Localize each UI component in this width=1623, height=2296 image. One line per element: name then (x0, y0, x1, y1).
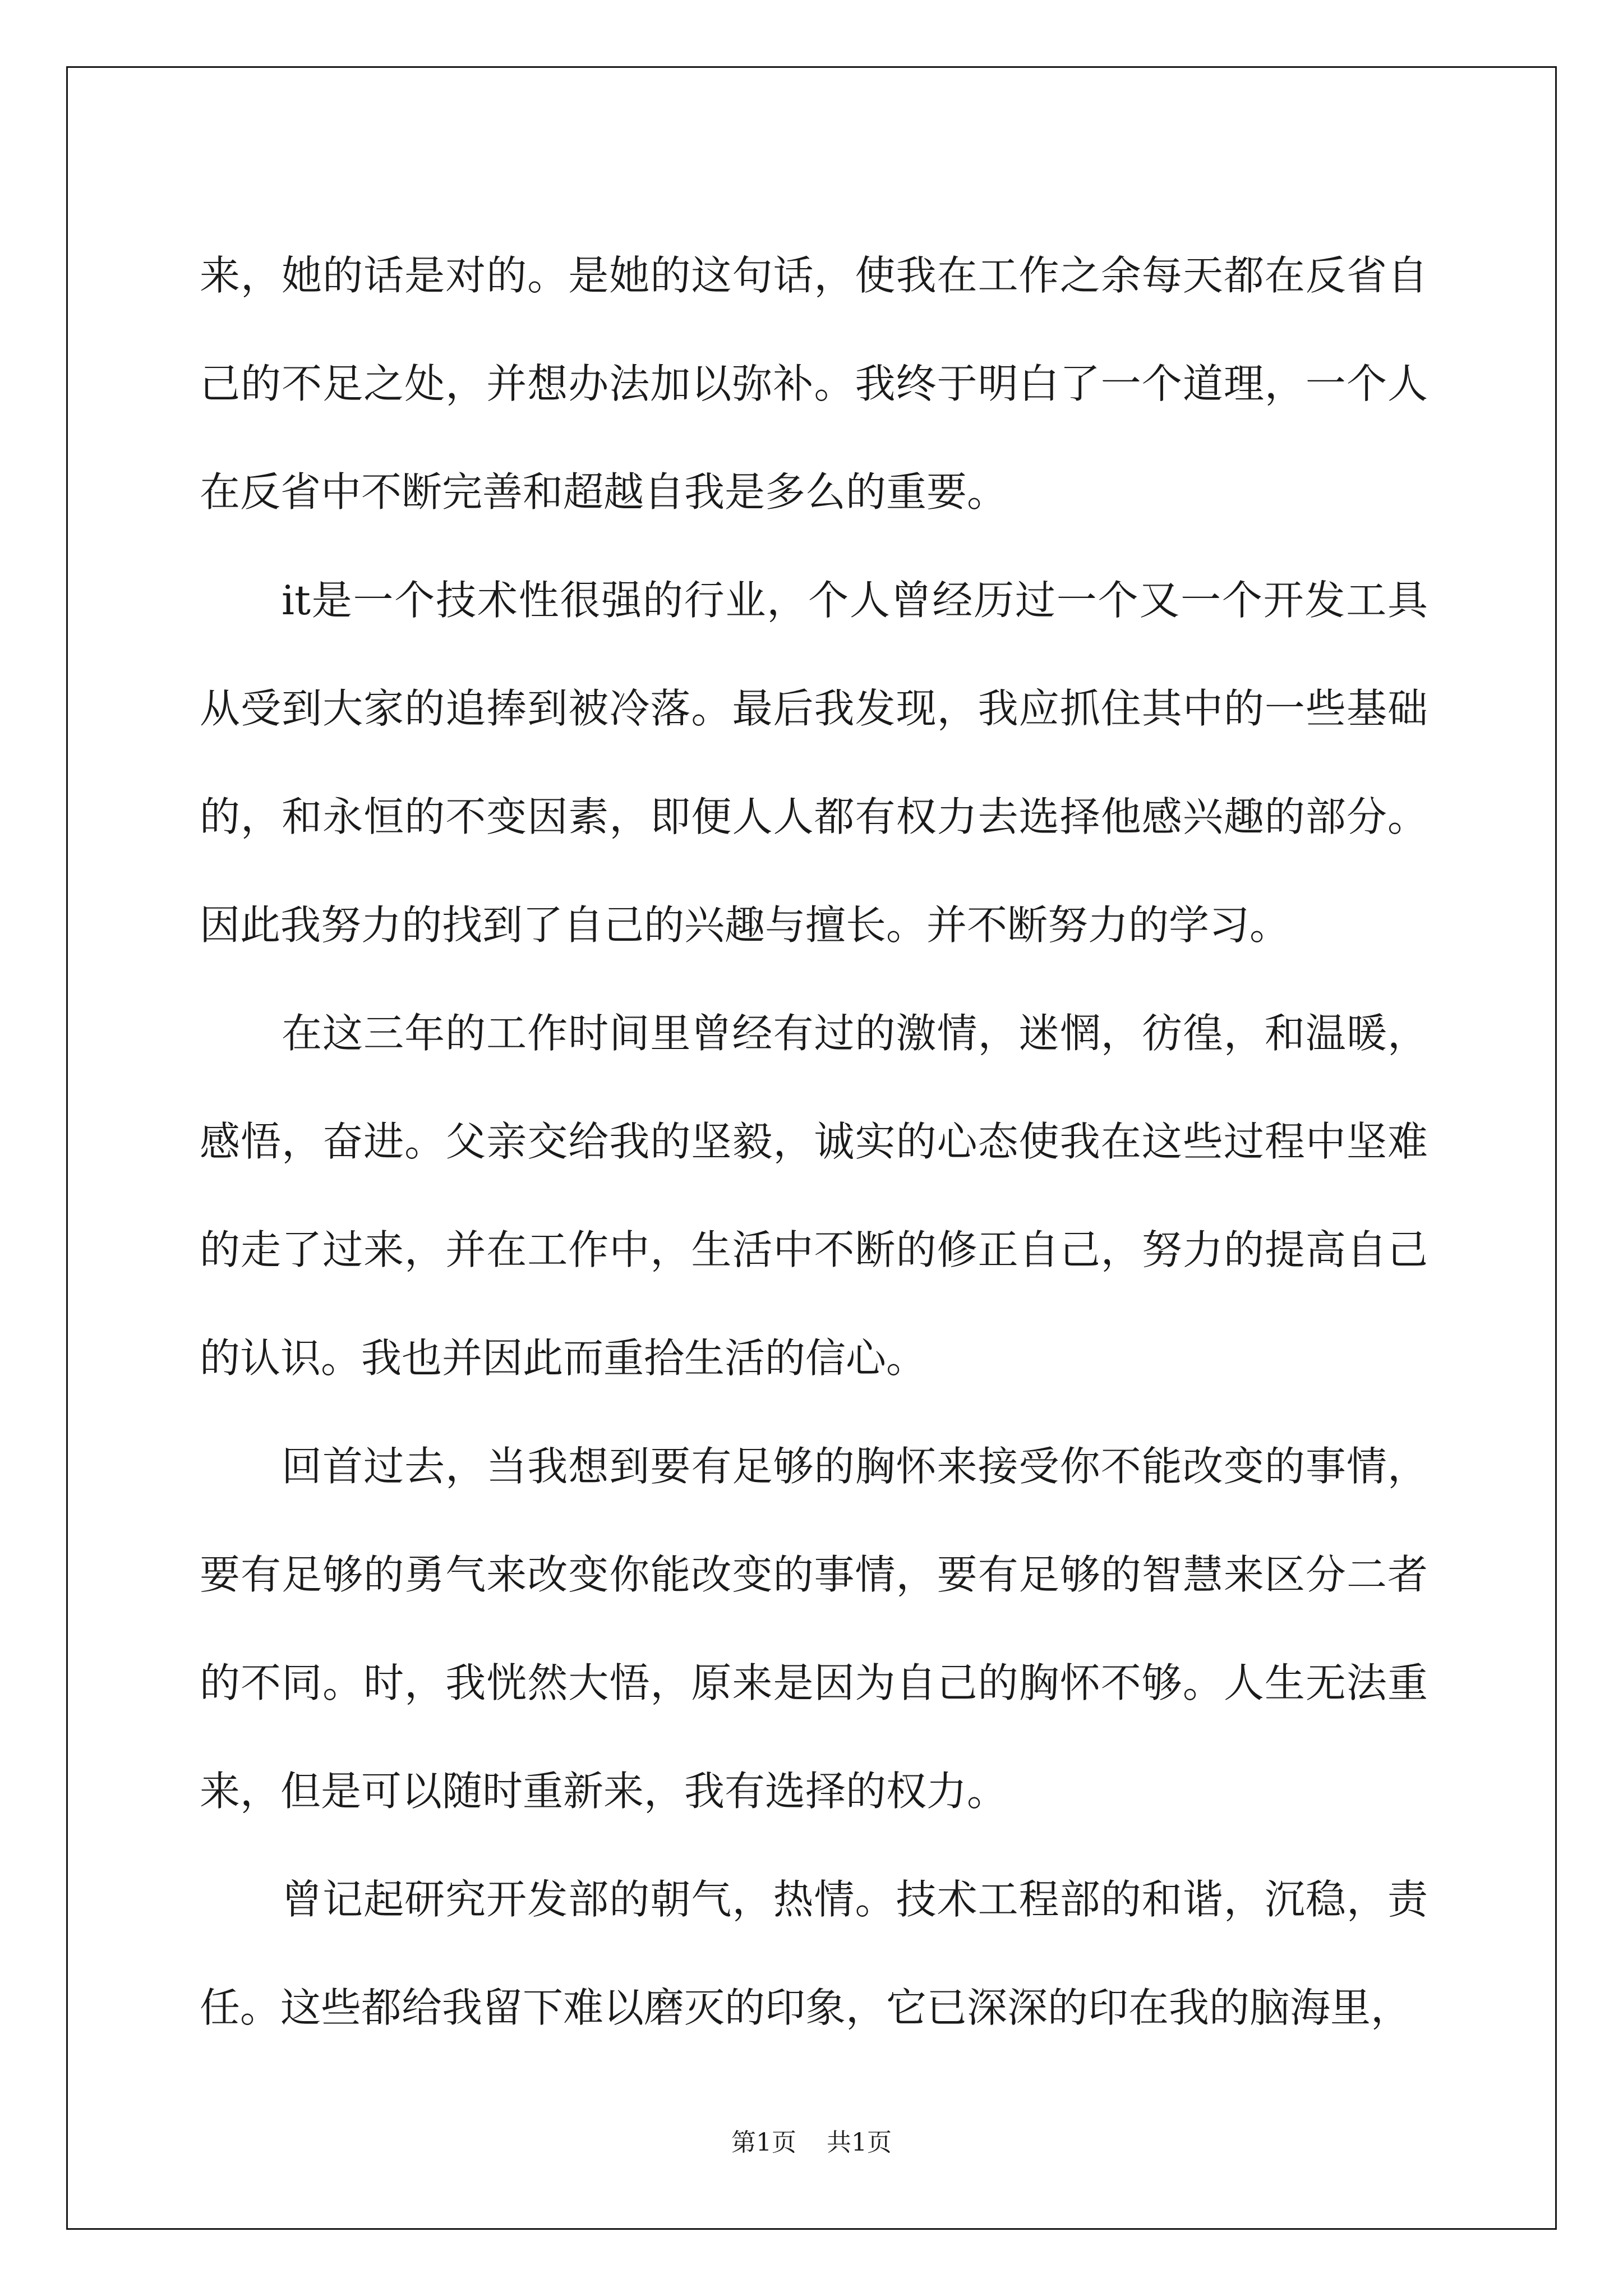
paragraph-3: 在这三年的工作时间里曾经有过的激情，迷惘，彷徨，和温暖，感悟，奋进。父亲交给我的坚毅，诚实的心态使我在这些过程中坚难的走了过来，并在工作中，生活中不断的修正自己，努力的提高自己的认识。我也并因此而重拾生活的信心。 (200, 1010, 1428, 1382)
paragraph-1: 来，她的话是对的。是她的这句话，使我在工作之余每天都在反省自己的不足之处，并想办法加以弥补。我终于明白了一个道理，一个人在反省中不断完善和超越自我是多么的重要。 (200, 252, 1428, 516)
page-number: 第1页 (731, 2128, 796, 2157)
document-body (200, 222, 1428, 2062)
page-footer (0, 2126, 1623, 2160)
paragraph-4: 回首过去，当我想到要有足够的胸怀来接受你不能改变的事情，要有足够的勇气来改变你能改变的事情，要有足够的智慧来区分二者的不同。时，我恍然大悟，原来是因为自己的胸怀不够。人生无法重来，但是可以随时重新来，我有选择的权力。 (200, 1443, 1428, 1815)
page-total: 共1页 (827, 2128, 892, 2157)
paragraph-5: 曾记起研究开发部的朝气，热情。技术工程部的和谐，沉稳，责任。这些都给我留下难以磨灭的印象，它已深深的印在我的脑海里， (200, 1876, 1428, 2031)
paragraph-2: it是一个技术性很强的行业，个人曾经历过一个又一个开发工具从受到大家的追捧到被冷落。最后我发现，我应抓住其中的一些基础的，和永恒的不变因素，即便人人都有权力去选择他感兴趣的部分。因此我努力的找到了自己的兴趣与擅长。并不断努力的学习。 (200, 577, 1428, 949)
